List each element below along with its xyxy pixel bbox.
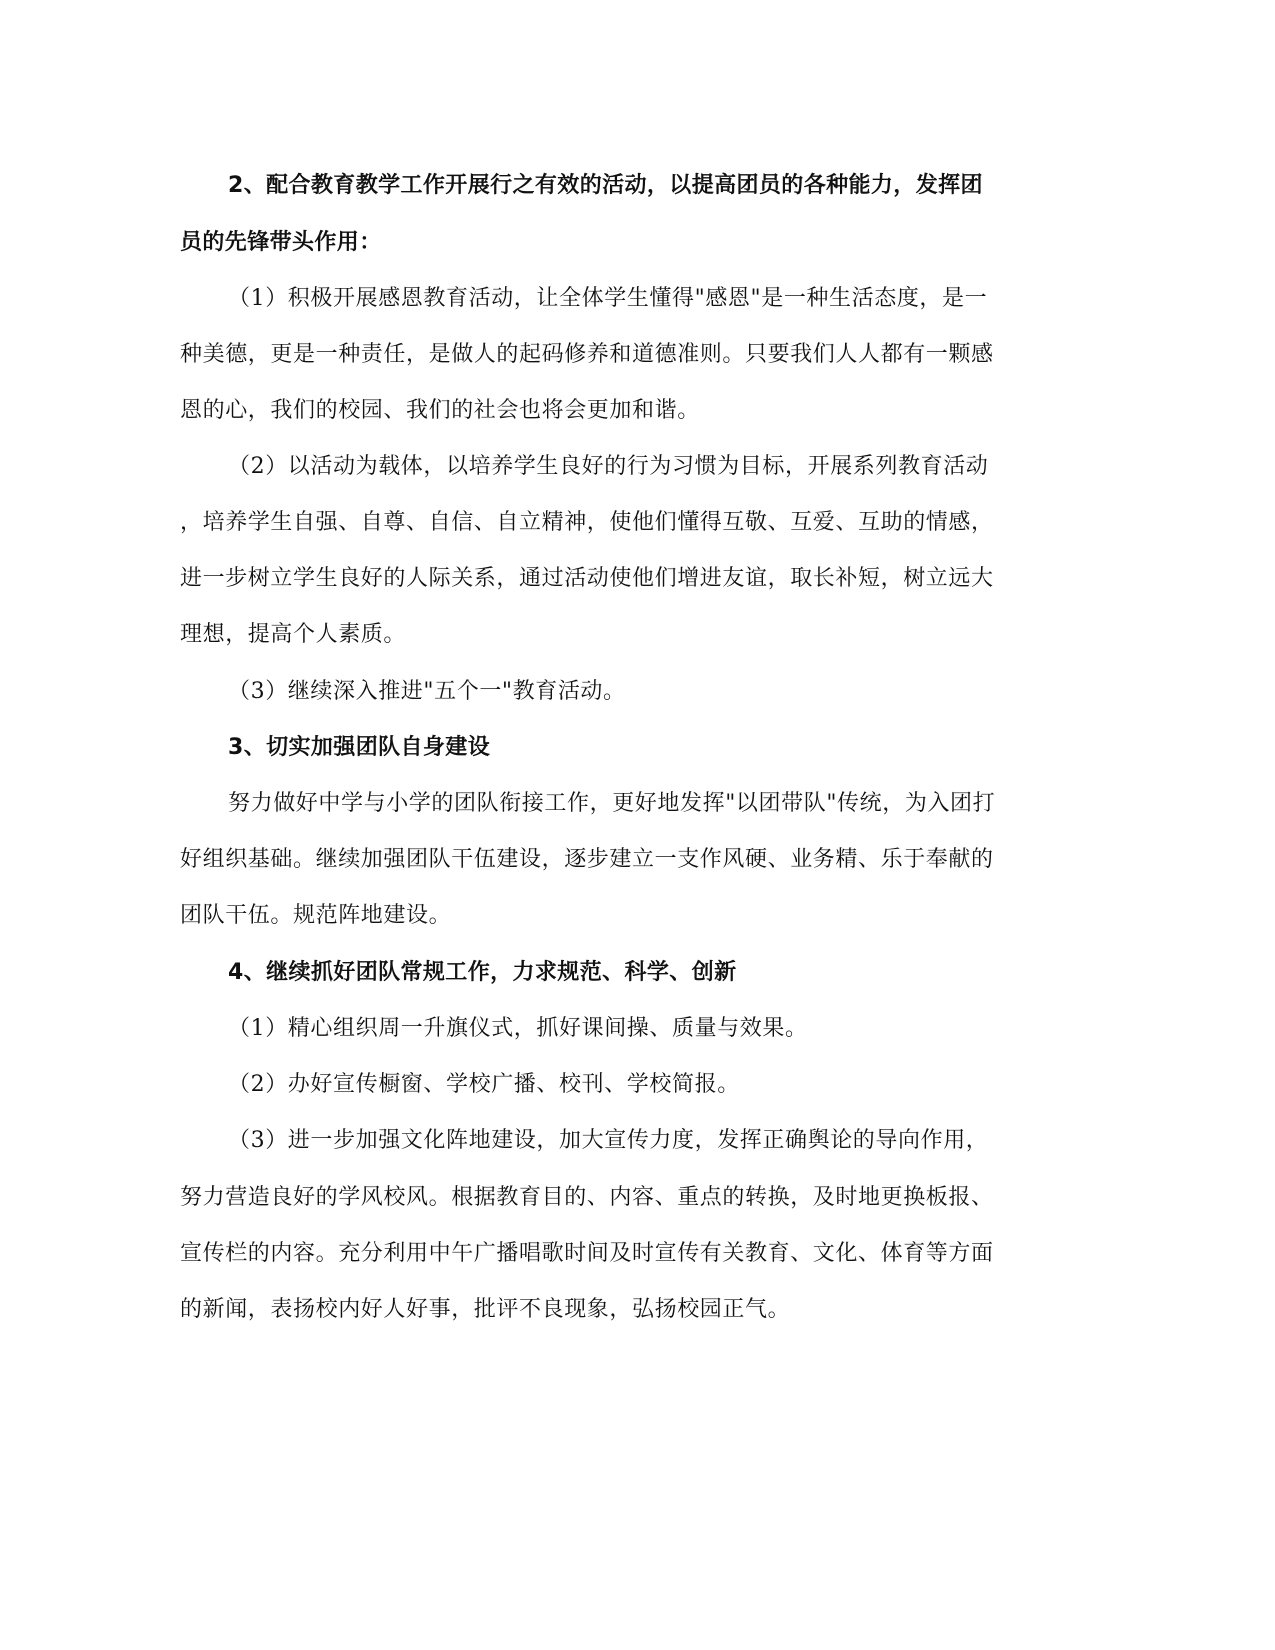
item-2-line-3: 进一步树立学生良好的人际关系，通过活动使他们增进友谊，取长补短，树立远大 <box>180 566 994 591</box>
section-4-item-2: （2）办好宣传橱窗、学校广播、校刊、学校简报。 <box>228 1072 740 1097</box>
section-3-para-line-2: 好组织基础。继续加强团队干伍建设，逐步建立一支作风硬、业务精、乐于奉献的 <box>180 847 994 872</box>
item-2-line-1: （2）以活动为载体，以培养学生良好的行为习惯为目标，开展系列教育活动 <box>228 454 989 479</box>
item-2-line-4: 理想，提高个人素质。 <box>180 622 407 647</box>
section-4-item-1: （1）精心组织周一升旗仪式，抓好课间操、质量与效果。 <box>228 1016 808 1041</box>
item-3-line-1: （3）继续深入推进"五个一"教育活动。 <box>228 679 626 704</box>
section-4-item-3-line-1: （3）进一步加强文化阵地建设，加大宣传力度，发挥正确舆论的导向作用， <box>228 1128 989 1153</box>
section-3-para-line-1: 努力做好中学与小学的团队衔接工作，更好地发挥"以团带队"传统，为入团打 <box>228 791 996 816</box>
section-3-heading: 3、切实加强团队自身建设 <box>228 735 491 760</box>
section-2-heading-line-2: 员的先锋带头作用： <box>180 230 382 255</box>
section-3-para-line-3: 团队干伍。规范阵地建设。 <box>180 903 452 928</box>
section-4-heading: 4、继续抓好团队常规工作，力求规范、科学、创新 <box>228 960 737 985</box>
section-4-item-3-line-3: 宣传栏的内容。充分利用中午广播唱歌时间及时宣传有关教育、文化、体育等方面 <box>180 1241 994 1266</box>
section-4-item-3-line-2: 努力营造良好的学风校风。根据教育目的、内容、重点的转换，及时地更换板报、 <box>180 1185 994 1210</box>
section-4-item-3-line-4: 的新闻，表扬校内好人好事，批评不良现象，弘扬校园正气。 <box>180 1297 791 1322</box>
item-2-line-2: ，培养学生自强、自尊、自信、自立精神，使他们懂得互敬、互爱、互助的情感， <box>180 510 994 535</box>
section-2-heading-line-1: 2、配合教育教学工作开展行之有效的活动，以提高团员的各种能力，发挥团 <box>228 173 983 198</box>
item-1-line-3: 恩的心，我们的校园、我们的社会也将会更加和谐。 <box>180 398 700 423</box>
item-1-line-2: 种美德，更是一种责任，是做人的起码修养和道德准则。只要我们人人都有一颗感 <box>180 342 994 367</box>
item-1-line-1: （1）积极开展感恩教育活动，让全体学生懂得"感恩"是一种生活态度，是一 <box>228 286 988 311</box>
